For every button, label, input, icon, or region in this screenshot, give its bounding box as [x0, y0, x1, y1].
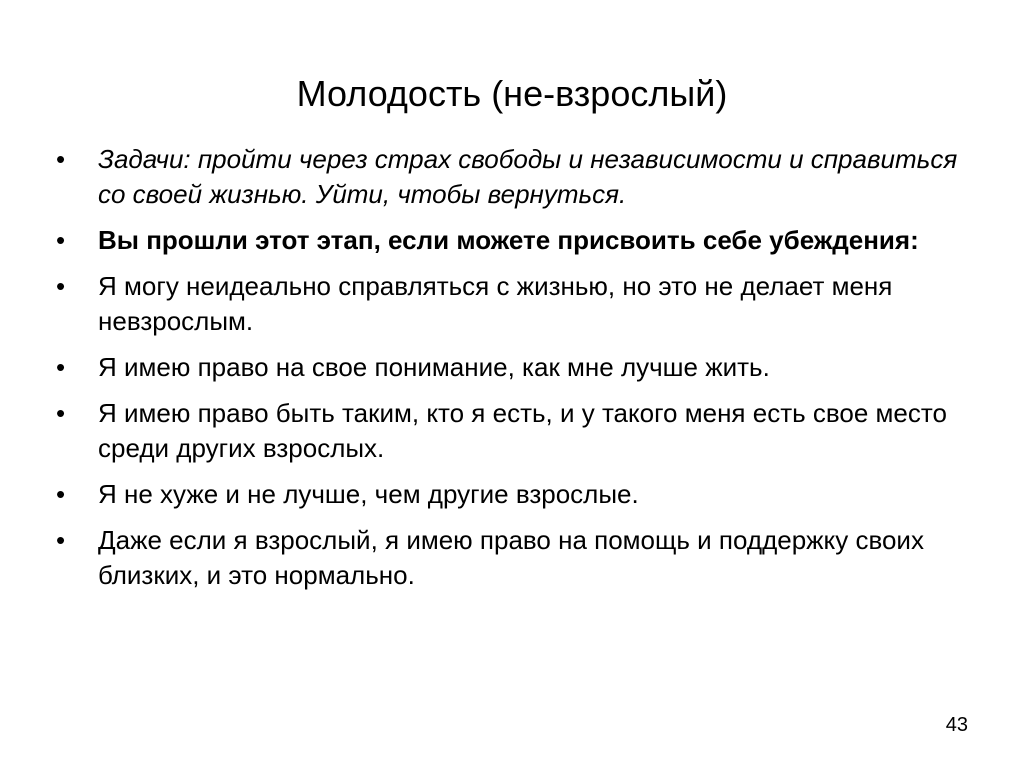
bullet-text: Вы прошли этот этап, если можете присвоить себе убеждения: [98, 225, 919, 255]
bullet-item-tasks [52, 142, 972, 212]
bullet-item-beliefs-intro [52, 223, 972, 258]
bullet-text: Задачи: пройти через страх свободы и независимости и справиться со своей жизнью. Уйти, чтобы вернуться. [98, 144, 958, 209]
bullet-dot-icon: • [56, 525, 66, 555]
bullet-dot-icon: • [56, 352, 66, 382]
bullet-text: Я могу неидеально справляться с жизнью, но это не делает меня невзрослым. [98, 271, 893, 336]
page-number: 43 [945, 714, 968, 736]
bullet-dot-icon: • [56, 479, 66, 509]
bullet-list [52, 142, 972, 604]
bullet-dot-icon: • [56, 144, 66, 174]
bullet-item [52, 477, 972, 512]
bullet-dot-icon: • [56, 225, 66, 255]
bullet-item [52, 396, 972, 466]
bullet-dot-icon: • [56, 398, 66, 428]
slide-title: Молодость (не-взрослый) [296, 73, 728, 114]
bullet-dot-icon: • [56, 271, 66, 301]
bullet-text: Я имею право быть таким, кто я есть, и у такого меня есть свое место среди других взрослых. [98, 398, 947, 463]
bullet-text: Даже если я взрослый, я имею право на помощь и поддержку своих близких, и это нормально. [98, 525, 924, 590]
bullet-item [52, 269, 972, 339]
bullet-text: Я не хуже и не лучше, чем другие взрослые. [98, 479, 639, 509]
bullet-item [52, 350, 972, 385]
bullet-text: Я имею право на свое понимание, как мне лучше жить. [98, 352, 770, 382]
bullet-item [52, 523, 972, 593]
